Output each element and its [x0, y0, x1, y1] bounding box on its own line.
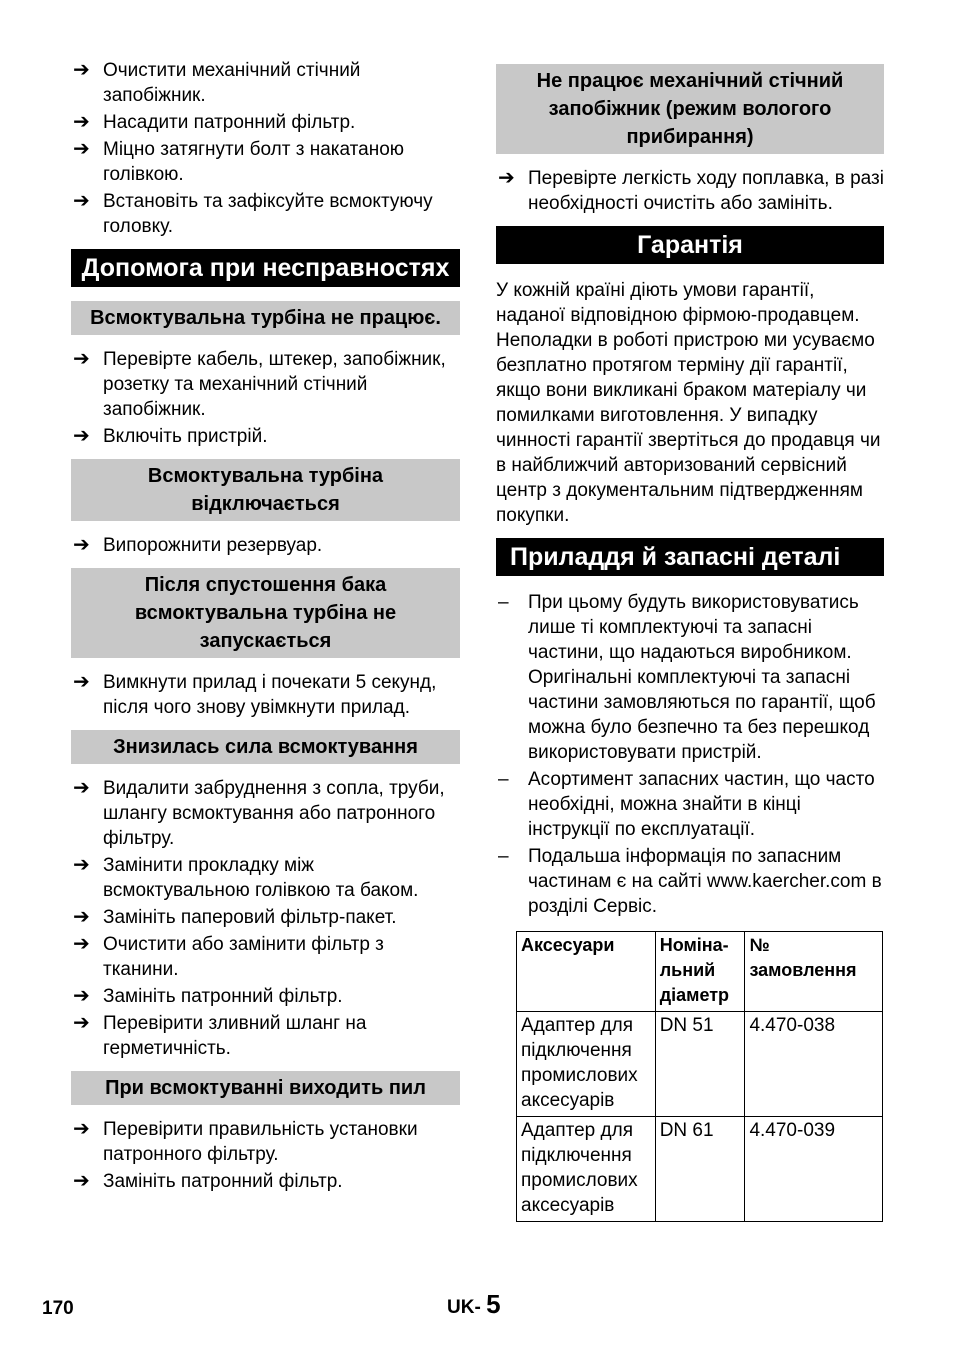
section-heading-turbine-not-working: Всмоктувальна турбіна не працює.: [71, 301, 460, 335]
language-page-label: [447, 1289, 501, 1320]
list-item: ➔ Перевірити зливний шланг на герметичність.: [73, 1012, 367, 1059]
table-cell: Адаптер для підключення промислових аксесуарів: [517, 1117, 656, 1222]
arrow-right-icon: ➔: [498, 167, 515, 189]
language-page-number: 5: [486, 1289, 501, 1319]
list-item: ➔ Міцно затягнути болт з накатаною голівкою.: [73, 138, 405, 185]
troubleshooting-heading: Допомога при несправностях: [71, 249, 460, 287]
list-item: ➔ Замініть патронний фільтр.: [73, 985, 343, 1007]
list-item: ➔ Встановіть та зафіксуйте всмоктуючу головку.: [73, 190, 433, 237]
table-cell: DN 61: [655, 1117, 745, 1222]
arrow-right-icon: ➔: [73, 671, 90, 693]
left-column: [71, 58, 460, 1196]
section-heading-turbine-switches-off: Всмоктувальна турбіна відключається: [71, 459, 460, 521]
arrow-right-icon: ➔: [73, 777, 90, 799]
table-header-row: [517, 932, 883, 1012]
list-item: – Асортимент запасних частин, що часто необхідні, можна знайти в кінці інструкції по експлуатації.: [498, 769, 875, 840]
list-item: ➔ Очистити або замінити фільтр з тканини.: [73, 933, 384, 980]
table-cell: 4.470-038: [745, 1012, 883, 1117]
arrow-right-icon: ➔: [73, 138, 90, 160]
list-item: – При цьому будуть використовуватись лише ті комплектуючі та запасні частини, що надаються виробником. Оригінальні комплектуючі та запасні частини замовляються по гарантії, щоб можна було безпечно та без перешкод використовувати пристрій.: [498, 592, 876, 763]
arrow-right-icon: ➔: [73, 1118, 90, 1140]
table-cell: DN 51: [655, 1012, 745, 1117]
warranty-heading: Гарантія: [496, 226, 884, 264]
arrow-right-icon: ➔: [73, 933, 90, 955]
arrow-right-icon: ➔: [73, 425, 90, 447]
list-item: ➔ Випорожнити резервуар.: [73, 534, 323, 556]
section-heading-turbine-not-starting: Після спустошення бака всмоктувальна турбіна не запускається: [71, 568, 460, 658]
list-item: ➔ Замініть патронний фільтр.: [73, 1170, 343, 1192]
arrow-right-icon: ➔: [73, 906, 90, 928]
dash-icon: –: [498, 592, 509, 613]
list-item: ➔ Вимкнути прилад і почекати 5 секунд, після чого знову увімкнути прилад.: [73, 671, 437, 718]
arrow-right-icon: ➔: [73, 1012, 90, 1034]
section-heading-float-valve: Не працює механічний стічний запобіжник (режим вологого прибирання): [496, 64, 884, 154]
page-number: 170: [42, 1298, 74, 1319]
list-item: ➔ Замінити прокладку між всмоктувальною голівкою та баком.: [73, 854, 419, 901]
column-header: Номіна-льний діаметр: [655, 932, 745, 1012]
column-header: Аксесуари: [517, 932, 656, 1012]
list-item: – Подальша інформація по запасним частинам є на сайті www.kaercher.com в розділі Сервіс.: [498, 846, 882, 917]
arrow-right-icon: ➔: [73, 190, 90, 212]
turbine-not-working-list: [71, 347, 460, 449]
intro-bullet-list: [71, 58, 460, 239]
table-row: [517, 1012, 883, 1117]
list-item: ➔ Перевірте легкість ходу поплавка, в разі необхідності очистіть або замініть.: [498, 167, 884, 214]
dash-icon: –: [498, 769, 509, 790]
list-item: ➔ Видалити забруднення з сопла, труби, шлангу всмоктування або патронного фільтру.: [73, 777, 445, 849]
turbine-switches-off-list: [71, 533, 460, 558]
arrow-right-icon: ➔: [73, 111, 90, 133]
section-heading-suction-reduced: Знизилась сила всмоктування: [71, 730, 460, 764]
language-code: UK-: [447, 1297, 481, 1318]
list-item: ➔ Включіть пристрій.: [73, 425, 268, 447]
accessories-table: [516, 931, 883, 1222]
table-cell: 4.470-039: [745, 1117, 883, 1222]
table-cell: Адаптер для підключення промислових аксесуарів: [517, 1012, 656, 1117]
suction-reduced-list: [71, 776, 460, 1061]
arrow-right-icon: ➔: [73, 534, 90, 556]
arrow-right-icon: ➔: [73, 59, 90, 81]
list-item: ➔ Перевірити правильність установки патронного фільтру.: [73, 1118, 418, 1165]
arrow-right-icon: ➔: [73, 1170, 90, 1192]
warranty-text: У кожній країні діють умови гарантії, наданої відповідною фірмою-продавцем. Неполадки в роботі пристрою ми усуваємо безплатно протягом терміну дії гарантії, якщо вони викликані браком матеріалу чи помилками виготовлення. У випадку чинності гарантії звертіться до продавця чи в найближчий авторизований сервісний центр з документальним підтвердженням покупки.: [496, 280, 881, 526]
section-heading-dust-escapes: При всмоктуванні виходить пил: [71, 1071, 460, 1105]
dash-icon: –: [498, 846, 509, 867]
column-header: № замовлення: [745, 932, 883, 1012]
accessories-heading: Приладдя й запасні деталі: [496, 538, 884, 576]
dust-escapes-list: [71, 1117, 460, 1194]
arrow-right-icon: ➔: [73, 348, 90, 370]
arrow-right-icon: ➔: [73, 854, 90, 876]
list-item: ➔ Насадити патронний фільтр.: [73, 111, 356, 133]
list-item: ➔ Очистити механічний стічний запобіжник.: [73, 59, 361, 106]
list-item: ➔ Замініть паперовий фільтр-пакет.: [73, 906, 397, 928]
table-row: [517, 1117, 883, 1222]
turbine-not-starting-list: [71, 670, 460, 720]
right-column: [496, 58, 884, 1222]
list-item: ➔ Перевірте кабель, штекер, запобіжник, розетку та механічний стічний запобіжник.: [73, 348, 446, 420]
float-valve-list: [496, 166, 884, 216]
arrow-right-icon: ➔: [73, 985, 90, 1007]
accessories-list: [496, 590, 884, 919]
